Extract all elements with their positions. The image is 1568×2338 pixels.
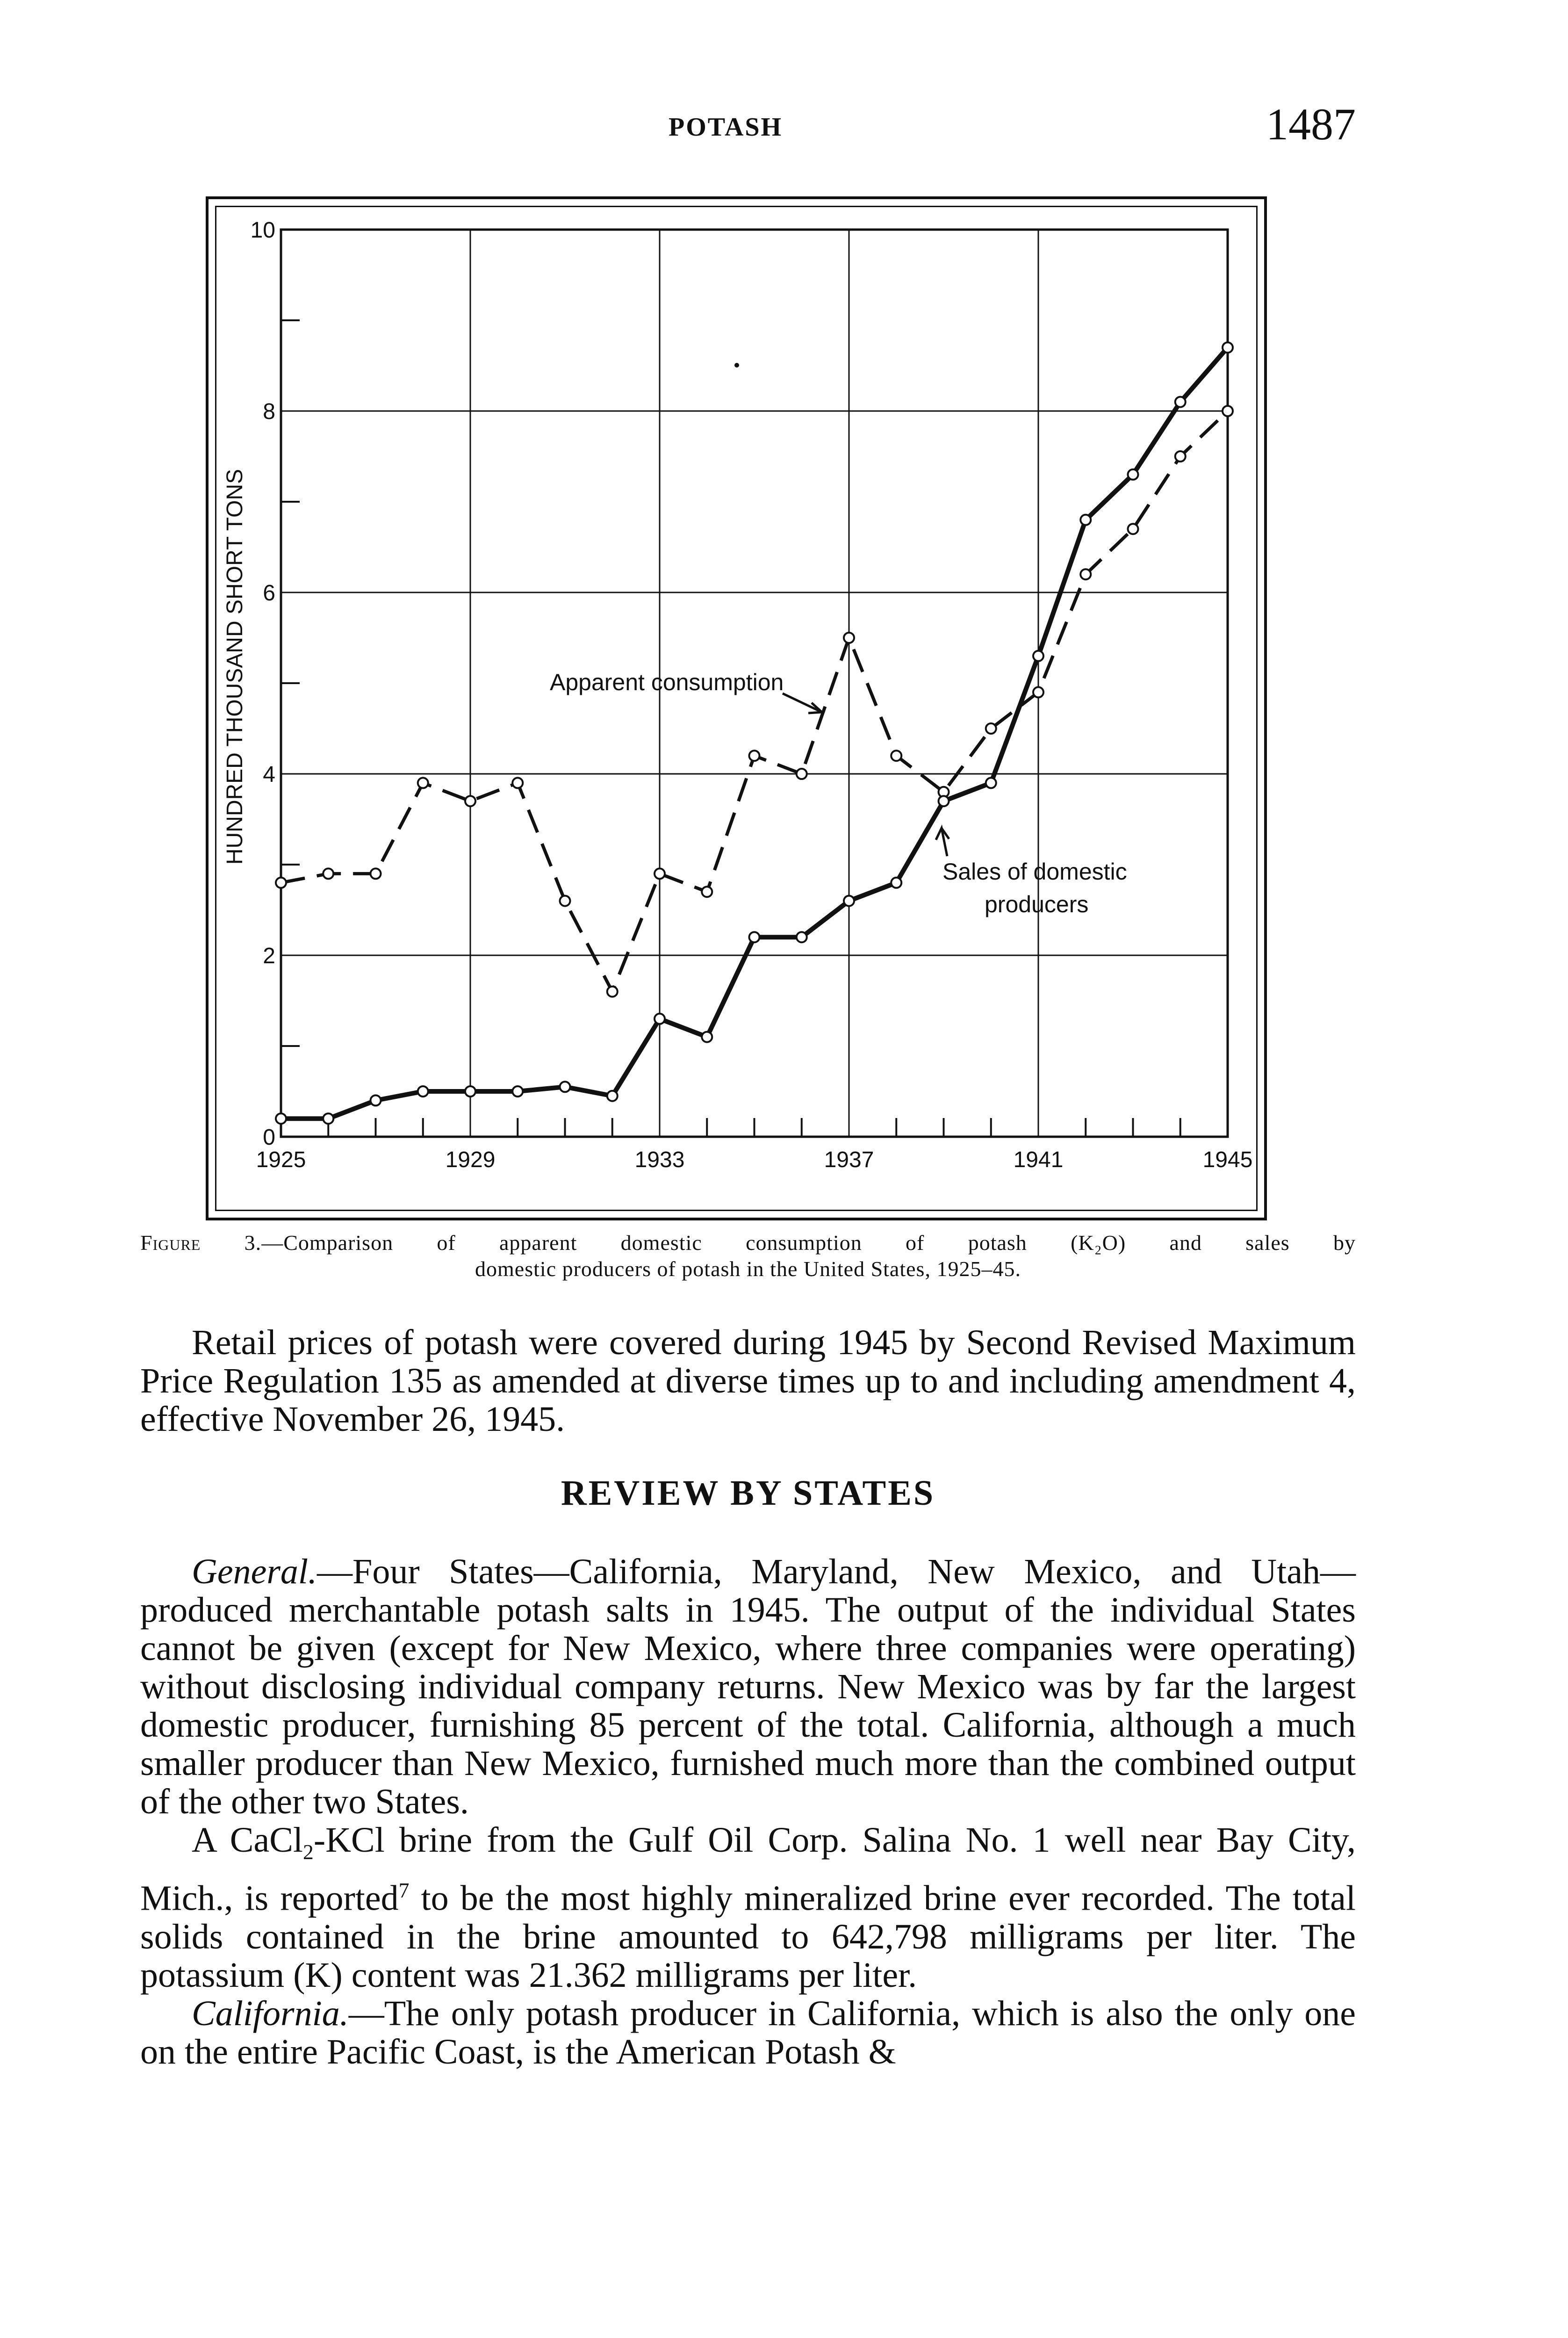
paragraph-california-text: —The only potash producer in California, which is also the only one on the entire Pacific Coast, is the American Potash &	[140, 1993, 1356, 2071]
data-point-sales	[702, 1032, 712, 1042]
data-point-consumption	[749, 750, 760, 761]
paragraph-1: Retail prices of potash were covered during 1945 by Second Revised Maximum Price Regulation 135 as amended at diverse times up to and including amendment 4, effective November 26, 1945.	[140, 1323, 1356, 1439]
caption-text-1: —Comparison of apparent domestic consumption of potash (K₂O) and sales by	[261, 1231, 1356, 1255]
y-axis-label: HUNDRED THOUSAND SHORT TONS	[223, 469, 247, 865]
data-point-sales	[797, 932, 807, 942]
caption-line-1	[140, 1230, 1356, 1256]
data-point-sales	[1080, 515, 1091, 525]
data-point-sales	[323, 1113, 333, 1124]
data-point-sales	[939, 796, 949, 806]
y-tick-label: 4	[263, 762, 275, 787]
data-point-consumption	[418, 778, 428, 788]
brine-text-c: to be the most highly mineralized brine ever recorded. The total solids contained in the brine amounted to 642,798 milligrams per liter. The potassium (K) content was 21.362 milligrams per liter.	[140, 1878, 1356, 1995]
data-point-consumption	[1223, 406, 1233, 416]
brine-text-b: -KCl brine from the Gulf Oil Corp. Salina No. 1 well near Bay City, Mich., is reported	[140, 1820, 1356, 1918]
brine-subscript: 2	[303, 1840, 314, 1864]
x-tick-label: 1933	[634, 1147, 685, 1172]
y-tick-label: 6	[263, 581, 275, 606]
footnote-ref: 7	[398, 1878, 410, 1903]
data-point-sales	[560, 1082, 570, 1092]
paragraph-brine	[140, 1821, 1356, 1994]
data-point-consumption	[560, 896, 570, 906]
series-group	[276, 342, 1233, 1124]
data-point-sales	[749, 932, 760, 942]
lead-california: California.	[192, 1993, 349, 2033]
data-point-sales	[418, 1086, 428, 1097]
data-point-sales	[655, 1014, 665, 1024]
data-point-sales	[607, 1091, 618, 1101]
data-point-consumption	[1033, 687, 1043, 697]
running-head	[140, 94, 1356, 150]
x-tick-label: 1929	[445, 1147, 496, 1172]
y-tick-label: 2	[263, 944, 275, 968]
data-point-consumption	[1080, 569, 1091, 579]
page-number: 1487	[1266, 99, 1356, 149]
figure-caption	[140, 1230, 1356, 1282]
y-tick-label: 8	[263, 399, 275, 424]
annotation-arrow-consumption	[783, 693, 822, 713]
annotation-sales-line2: producers	[985, 891, 1089, 917]
data-point-consumption	[323, 868, 333, 879]
x-tick-label: 1941	[1013, 1147, 1064, 1172]
data-point-consumption	[655, 868, 665, 879]
data-point-consumption	[1128, 524, 1138, 534]
data-point-sales	[371, 1095, 381, 1105]
data-point-sales	[465, 1086, 475, 1097]
paragraph-retail-prices	[140, 1323, 1356, 1438]
line-chart	[209, 199, 1264, 1218]
series-line-domestic-sales	[281, 347, 1228, 1118]
annotation-arrow-sales	[936, 828, 949, 856]
data-point-sales	[844, 896, 854, 906]
data-point-consumption	[607, 987, 618, 997]
paragraph-general-text: —Four States—California, Maryland, New Mexico, and Utah—produced merchantable potash salts in 1945. The output of the individual States cannot be given (except for New Mexico, where three companies were operating) without disclosing individual company returns. New Mexico was by far the largest domestic producer, furnishing 85 percent of the total. California, although a much smaller producer than New Mexico, furnished much more than the combined output of the other two States.	[140, 1552, 1356, 1821]
data-point-consumption	[702, 887, 712, 897]
y-tick-label: 10	[250, 218, 275, 243]
caption-line-2: domestic producers of potash in the United States, 1925–45.	[475, 1257, 1021, 1281]
annotation-sales-line1: Sales of domestic	[942, 859, 1127, 885]
data-point-sales	[891, 878, 901, 888]
lead-general: General.	[192, 1552, 317, 1591]
data-point-consumption	[512, 778, 523, 788]
paragraph-california	[140, 1994, 1356, 2071]
data-point-consumption	[844, 633, 854, 643]
decorative-dot	[734, 363, 739, 368]
figure-frame	[206, 196, 1267, 1220]
caption-number: 3.	[201, 1231, 262, 1255]
brine-text-a: A CaCl	[192, 1820, 303, 1860]
paragraph-general	[140, 1552, 1356, 1821]
data-point-consumption	[1175, 451, 1186, 462]
running-title: POTASH	[669, 113, 783, 142]
data-point-consumption	[891, 750, 901, 761]
data-point-sales	[276, 1113, 286, 1124]
data-point-consumption	[465, 796, 475, 806]
data-point-sales	[512, 1086, 523, 1097]
data-point-consumption	[276, 878, 286, 888]
data-point-consumption	[986, 723, 996, 734]
data-point-sales	[1223, 342, 1233, 353]
caption-label: Figure	[140, 1231, 201, 1255]
review-by-states-text	[140, 1552, 1356, 2071]
data-point-sales	[1128, 469, 1138, 480]
section-heading: REVIEW BY STATES	[561, 1473, 935, 1513]
x-tick-label: 1945	[1202, 1147, 1253, 1172]
x-tick-label: 1937	[824, 1147, 874, 1172]
annotation-apparent-consumption: Apparent consumption	[550, 669, 784, 695]
data-point-sales	[1033, 651, 1043, 661]
data-point-consumption	[371, 868, 381, 879]
data-point-sales	[986, 778, 996, 788]
y-tick-label: 0	[263, 1125, 275, 1150]
data-point-consumption	[797, 769, 807, 779]
data-point-sales	[1175, 397, 1186, 407]
x-tick-label: 1925	[256, 1147, 306, 1172]
